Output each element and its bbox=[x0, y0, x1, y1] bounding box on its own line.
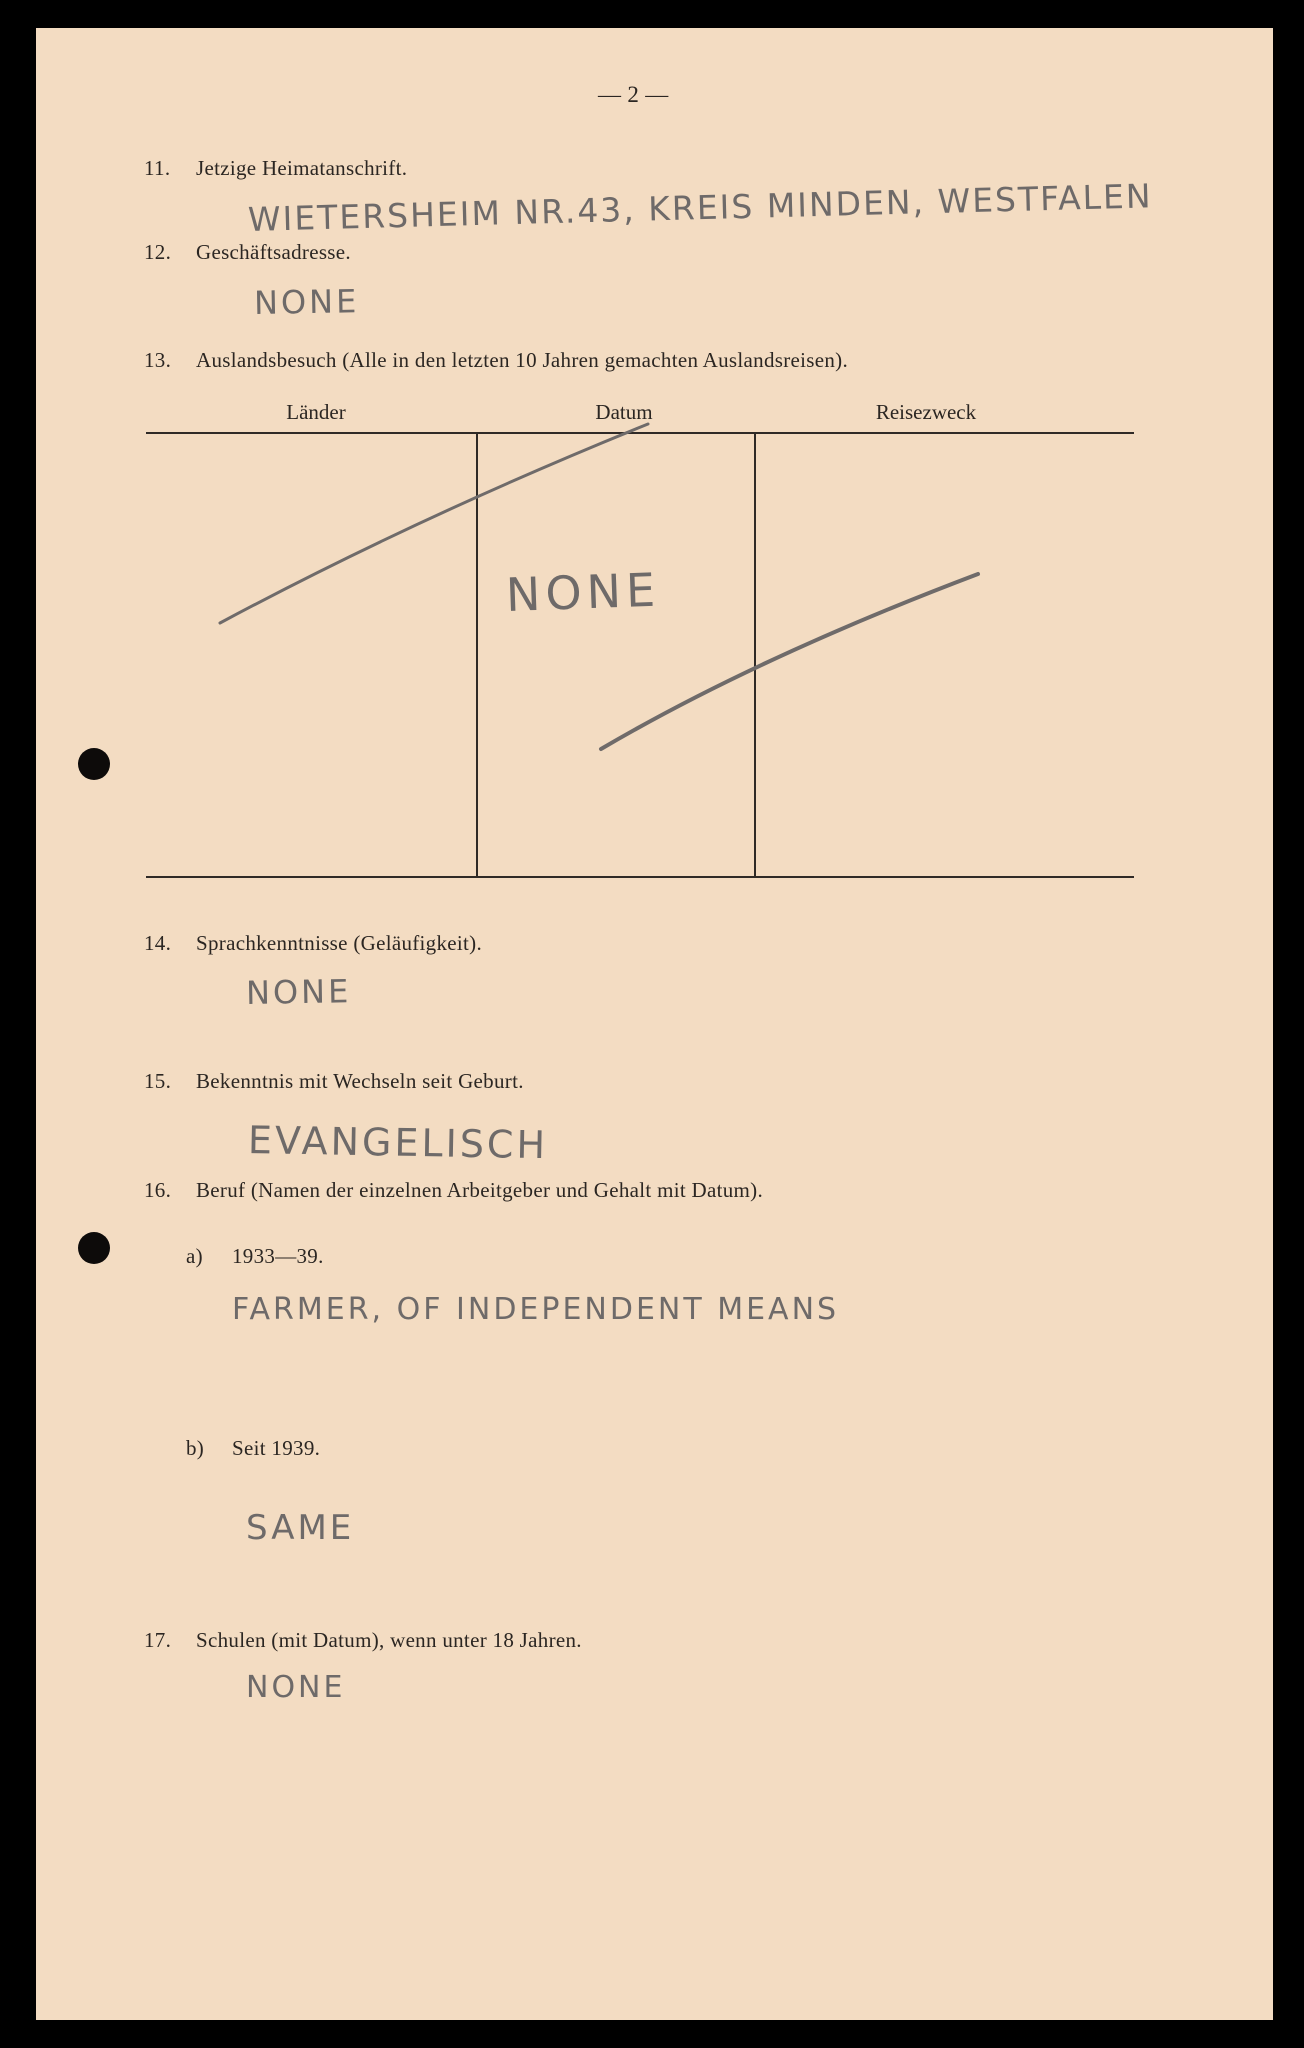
item-14-number: 14. bbox=[144, 931, 172, 955]
item-15-label bbox=[144, 1069, 524, 1094]
item-16-text: Beruf (Namen der einzelnen Arbeitgeber und Gehalt mit Datum). bbox=[196, 1178, 764, 1202]
item-13-number: 13. bbox=[144, 348, 172, 372]
item-12-text: Geschäftsadresse. bbox=[196, 240, 351, 264]
column-header-datum: Datum bbox=[595, 400, 653, 424]
item-16-label bbox=[144, 1178, 763, 1203]
item-16b-text: Seit 1939. bbox=[232, 1436, 321, 1460]
item-16a-label bbox=[186, 1244, 324, 1269]
strike-through-lines bbox=[36, 28, 1273, 1028]
item-16a-marker: a) bbox=[186, 1244, 203, 1268]
item-16a-answer: FARMER, OF INDEPENDENT MEANS bbox=[232, 1292, 840, 1327]
item-16b-marker: b) bbox=[186, 1436, 205, 1460]
item-11-answer: WIETERSHEIM NR.43, KREIS MINDEN, WESTFALEN bbox=[247, 176, 1153, 239]
item-17-label bbox=[144, 1628, 582, 1653]
item-17-answer: NONE bbox=[246, 1670, 346, 1705]
item-17-text: Schulen (mit Datum), wenn unter 18 Jahren. bbox=[196, 1628, 582, 1652]
item-14-answer: NONE bbox=[245, 972, 352, 1012]
item-16a-text: 1933—39. bbox=[232, 1244, 324, 1268]
column-header-laender: Länder bbox=[286, 400, 346, 424]
page-number: — 2 — bbox=[598, 82, 669, 107]
document-page bbox=[36, 28, 1273, 2020]
item-13-text: Auslandsbesuch (Alle in den letzten 10 Jahren gemachten Auslandsreisen). bbox=[196, 348, 848, 372]
item-12-answer: NONE bbox=[253, 282, 360, 322]
item-14-text: Sprachkenntnisse (Geläufigkeit). bbox=[196, 931, 483, 955]
punch-hole-lower bbox=[78, 1232, 110, 1264]
item-14-label bbox=[144, 931, 482, 956]
item-12-number: 12. bbox=[144, 240, 172, 264]
column-header-reisezweck: Reisezweck bbox=[875, 400, 977, 424]
item-16b-answer: SAME bbox=[246, 1508, 355, 1548]
item-16b-label bbox=[186, 1436, 320, 1461]
item-11-text: Jetzige Heimatanschrift. bbox=[196, 156, 408, 180]
item-15-answer: EVANGELISCH bbox=[247, 1118, 549, 1168]
item-16-number: 16. bbox=[144, 1178, 172, 1202]
item-17-number: 17. bbox=[144, 1628, 172, 1652]
item-15-number: 15. bbox=[144, 1069, 172, 1093]
item-13-answer: NONE bbox=[505, 562, 661, 622]
item-11-number: 11. bbox=[144, 156, 171, 180]
item-15-text: Bekenntnis mit Wechseln seit Geburt. bbox=[196, 1069, 524, 1093]
